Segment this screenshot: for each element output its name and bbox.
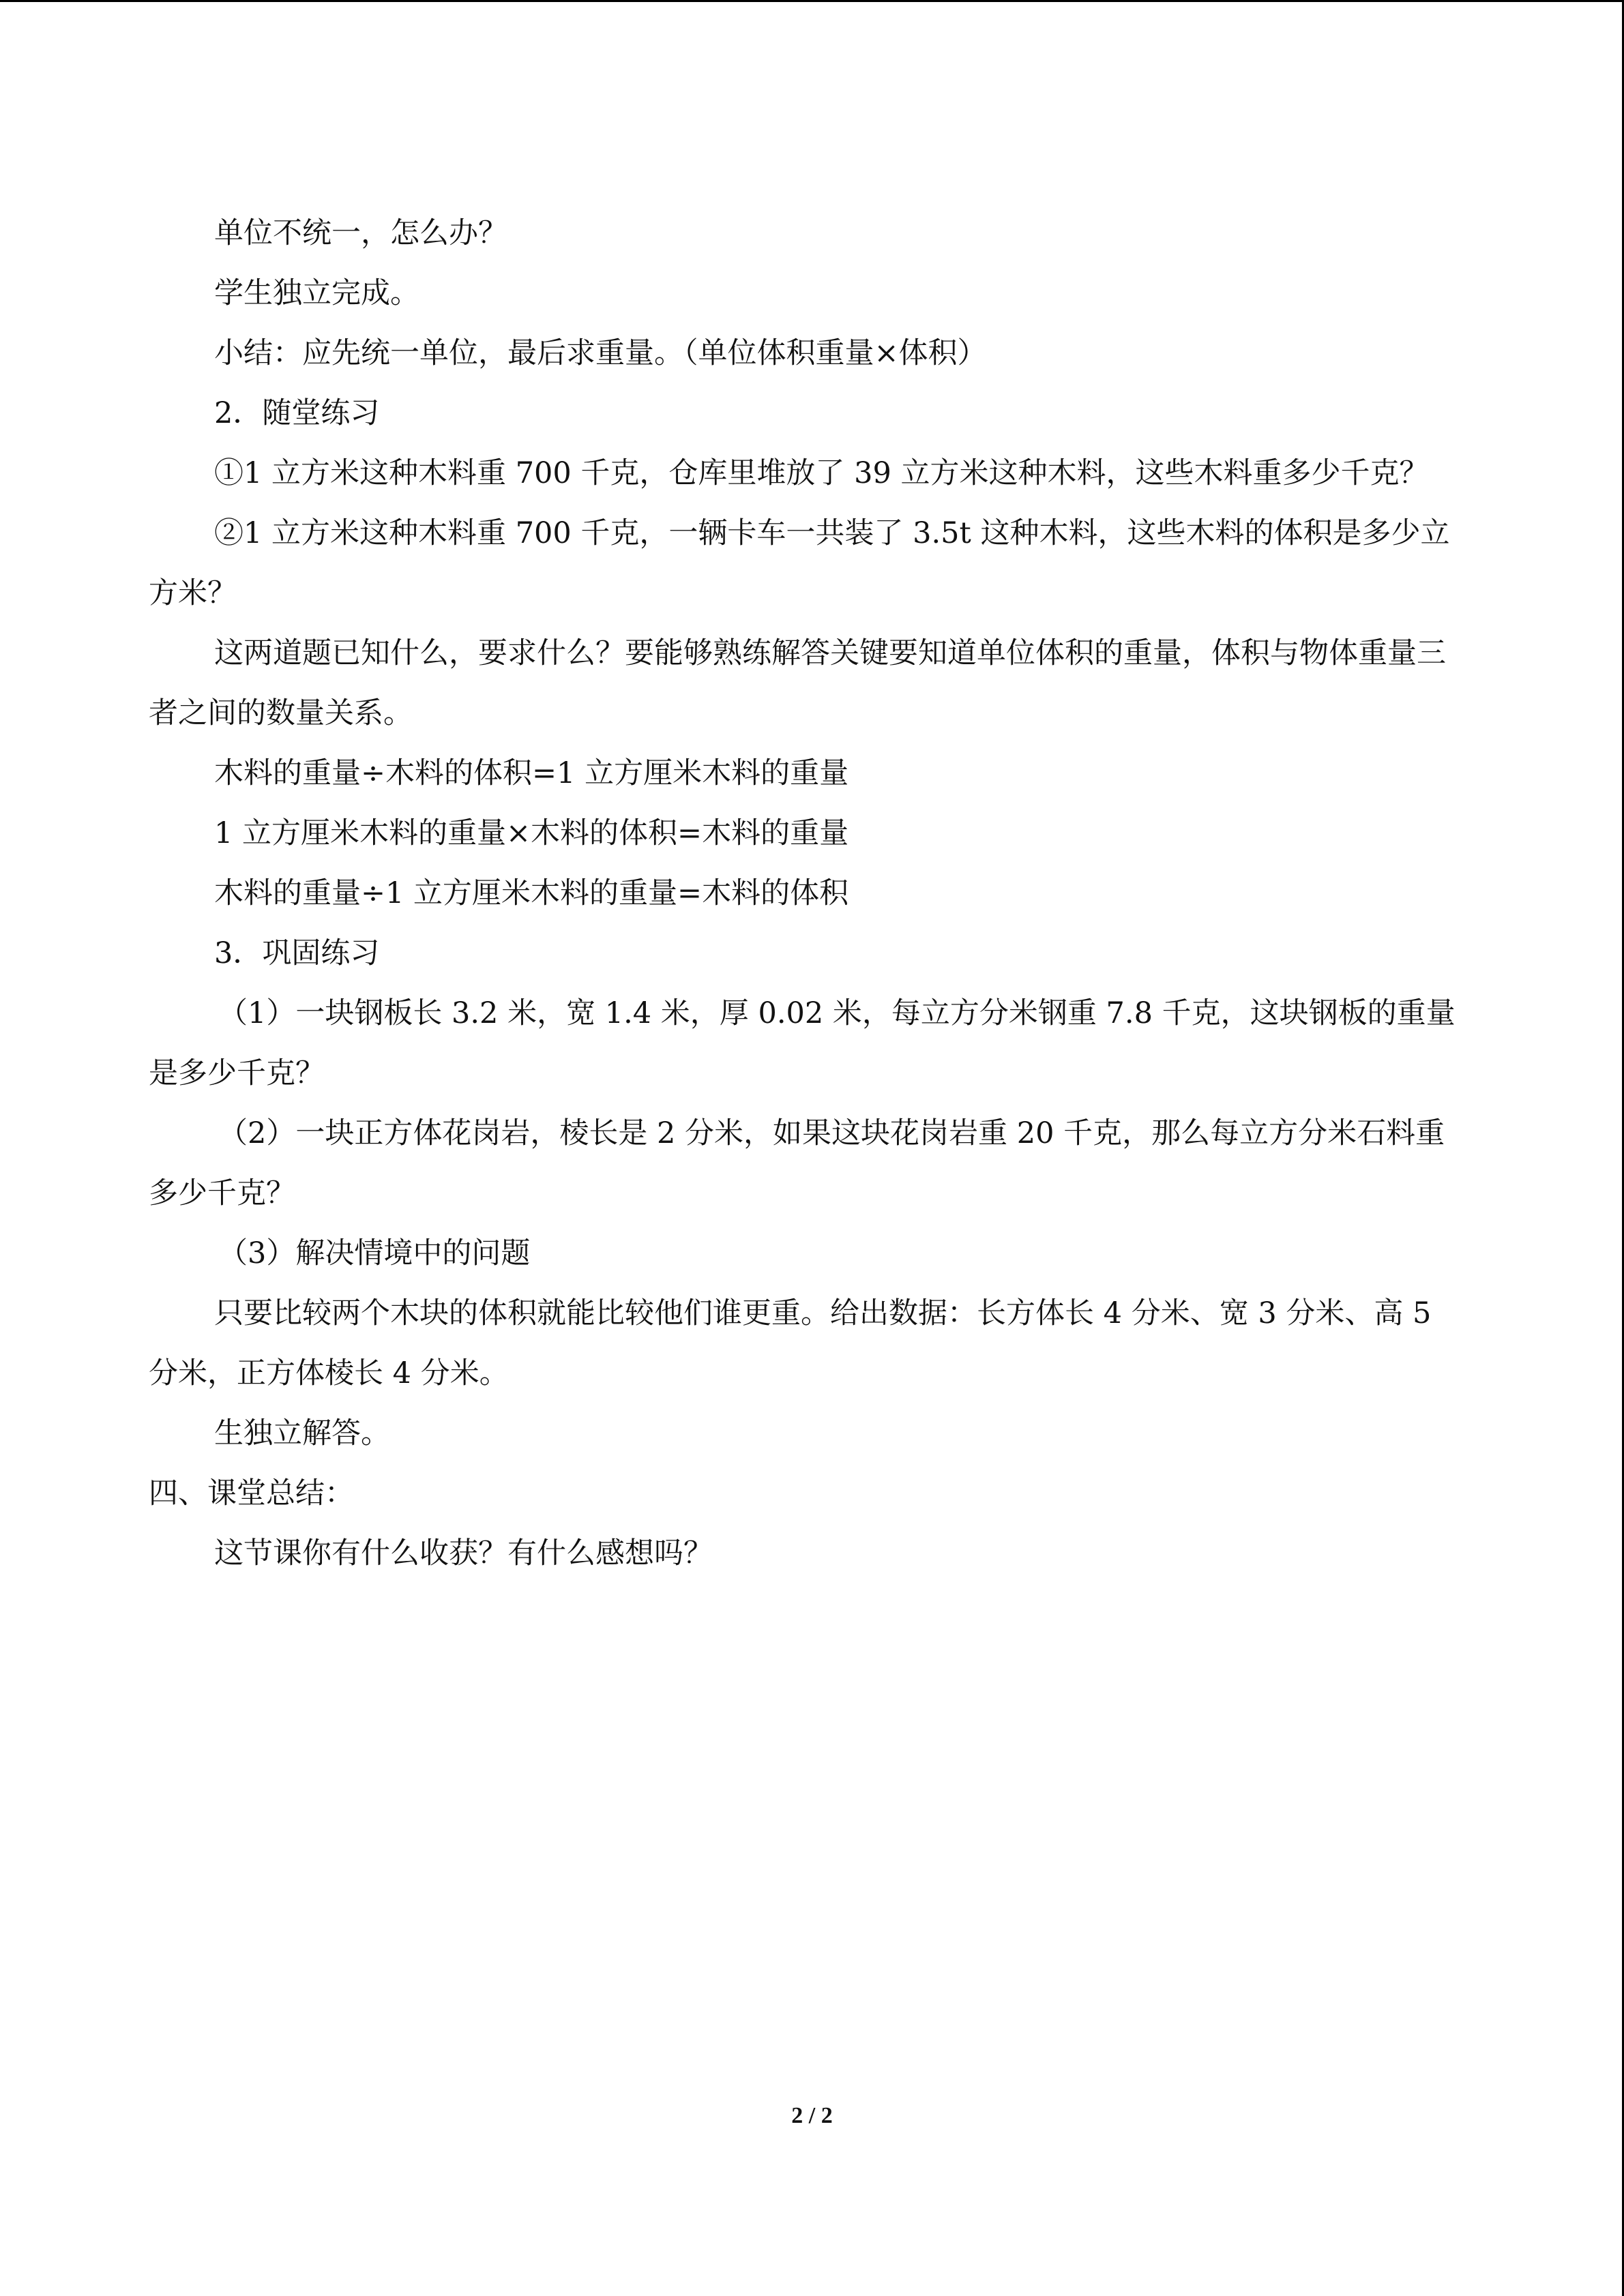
formula-line-1: 木料的重量÷木料的体积=1 立方厘米木料的重量 [214,756,849,790]
paragraph-question-3: （3）解决情境中的问题 [218,1236,531,1270]
paragraph-summary: 小结：应先统一单位，最后求重量。（单位体积重量×体积） [214,336,987,370]
paragraph-compare-volumes: 只要比较两个木块的体积就能比较他们谁更重。给出数据：长方体长 4 分米、宽 3 分米、高 5 分米，正方体棱长 4 分米。 [149,1296,1432,1390]
paragraph-solve-independently: 生独立解答。 [214,1416,390,1450]
paragraph-question-1: （1）一块钢板长 3.2 米，宽 1.4 米，厚 0.02 米，每立方分米钢重 7.8 千克，这块钢板的重量是多少千克？ [149,996,1456,1090]
formula-line-3: 木料的重量÷1 立方厘米木料的重量=木料的体积 [214,876,849,910]
paragraph-question-2: （2）一块正方体花岗岩，棱长是 2 分米，如果这块花岗岩重 20 千克，那么每立方分米石料重多少千克？ [149,1116,1445,1210]
heading-practice-2: 2．随堂练习 [214,396,380,430]
formula-line-2: 1 立方厘米木料的重量×木料的体积=木料的重量 [214,816,849,850]
paragraph-students-complete: 学生独立完成。 [214,276,419,310]
paragraph-exercise-1: ①1 立方米这种木料重 700 千克，仓库里堆放了 39 立方米这种木料，这些木料重多少千克？ [214,456,1429,490]
paragraph-reflection: 这节课你有什么收获？有什么感想吗？ [214,1536,713,1570]
heading-class-summary: 四、课堂总结： [149,1476,354,1510]
paragraph-unit-question: 单位不统一，怎么办？ [214,216,507,250]
heading-practice-3: 3．巩固练习 [214,936,380,970]
paragraph-exercise-2: ②1 立方米这种木料重 700 千克，一辆卡车一共装了 3.5t 这种木料，这些木料的体积是多少立方米？ [149,516,1450,610]
page-number: 2 / 2 [791,2103,833,2128]
document-body [149,203,1468,1583]
paragraph-discussion: 这两道题已知什么，要求什么？要能够熟练解答关键要知道单位体积的重量，体积与物体重量三者之间的数量关系。 [149,636,1446,730]
